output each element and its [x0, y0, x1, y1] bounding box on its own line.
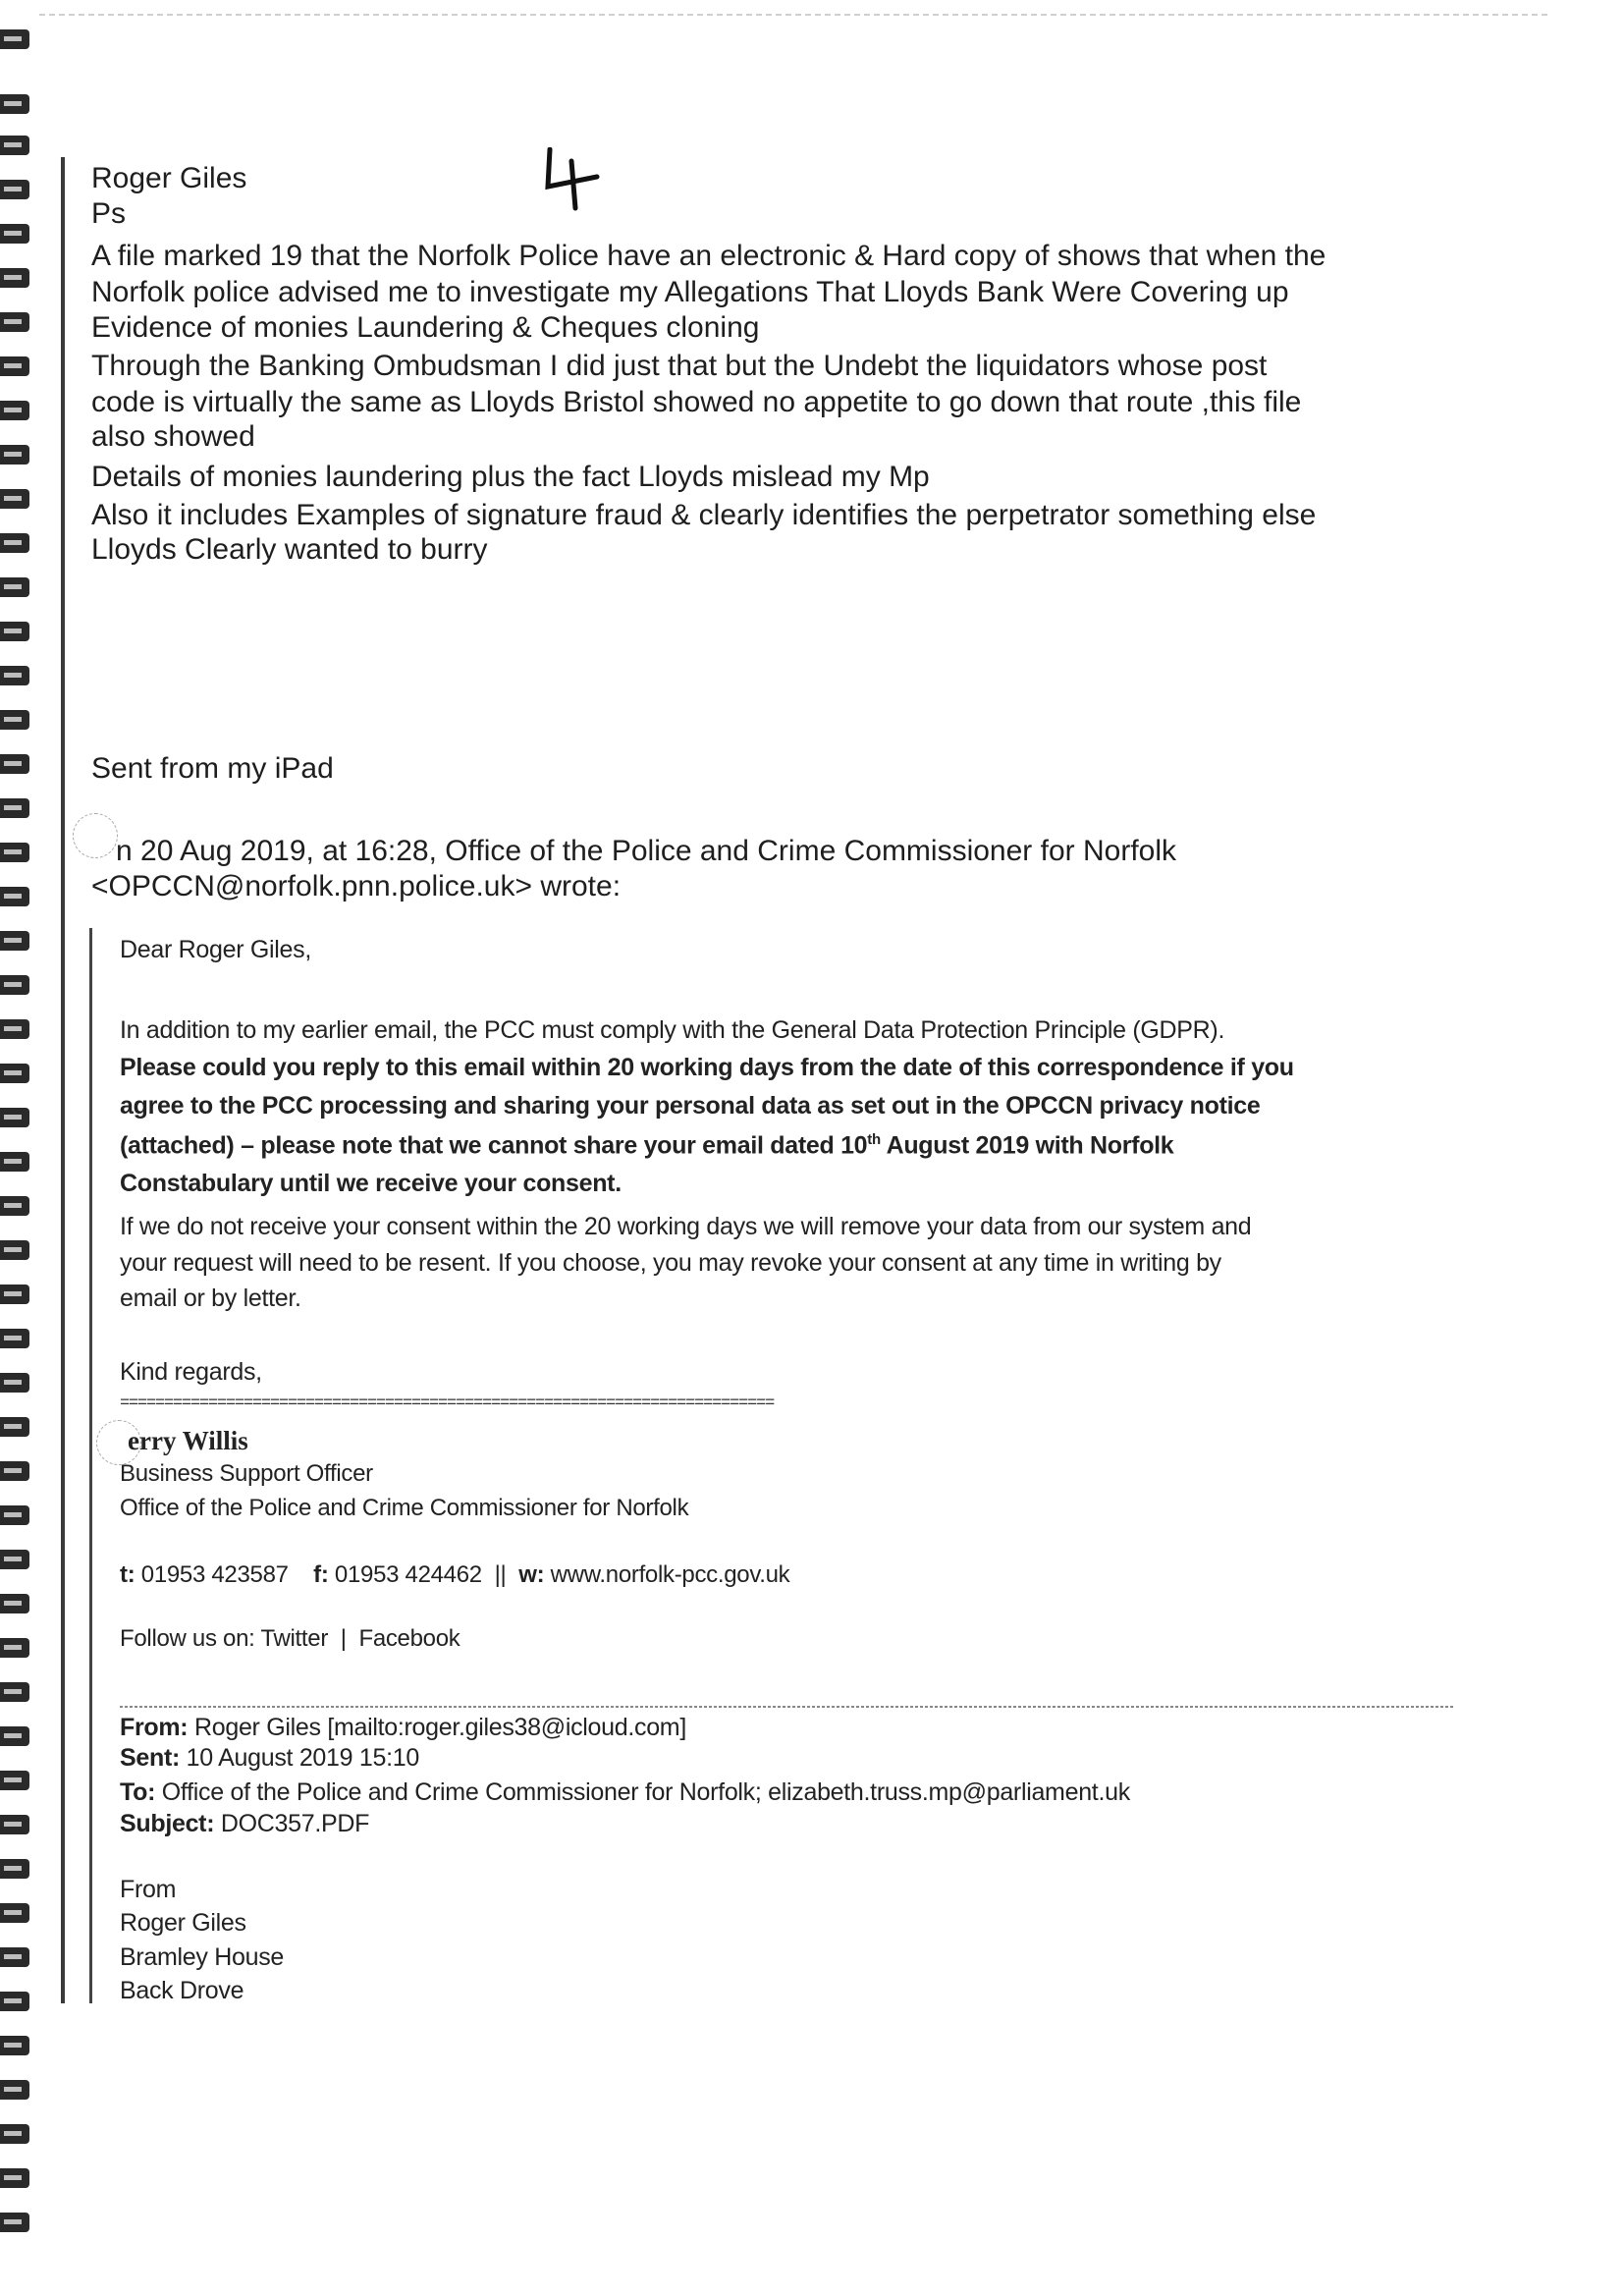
- orig-body-line: From: [120, 1876, 177, 1903]
- reply-line: Evidence of monies Laundering & Cheques cloning: [91, 311, 760, 344]
- orig-to: To: Office of the Police and Crime Commissioner for Norfolk; elizabeth.truss.mp@parliament.uk: [120, 1778, 1130, 1806]
- reply-line: Lloyds Clearly wanted to burry: [91, 533, 488, 566]
- phone-number: 01953 423587: [140, 1561, 289, 1588]
- orig-body-line: Back Drove: [120, 1977, 244, 2004]
- spiral-binding: [0, 0, 39, 2296]
- facebook-link[interactable]: Facebook: [358, 1625, 460, 1652]
- scan-top-edge: [39, 14, 1551, 16]
- reply-line: Through the Banking Ombudsman I did just that but the Undebt the liquidators whose post: [91, 350, 1268, 382]
- quote-header-line2: <OPCCN@norfolk.pnn.police.uk> wrote:: [91, 870, 622, 902]
- twitter-link[interactable]: Twitter: [260, 1625, 329, 1652]
- quote-header-line1: n 20 Aug 2019, at 16:28, Office of the Police and Crime Commissioner for Norfolk: [116, 835, 1176, 867]
- consent-request-line: agree to the PCC processing and sharing your personal data as set out in the OPCCN privacy notice: [120, 1092, 1261, 1120]
- reply-line: Norfolk police advised me to investigate my Allegations That Lloyds Bank Were Covering up: [91, 276, 1289, 308]
- consent-request-line: Constabulary until we receive your consent.: [120, 1170, 622, 1197]
- consent-warning-line: email or by letter.: [120, 1285, 301, 1312]
- orig-sent: Sent: 10 August 2019 15:10: [120, 1744, 419, 1772]
- signature-separator: ==========================================================================: [120, 1394, 775, 1413]
- closing: Kind regards,: [120, 1358, 262, 1386]
- greeting: Dear Roger Giles,: [120, 936, 311, 963]
- from-email[interactable]: Roger Giles [mailto:roger.giles38@icloud.com]: [193, 1714, 686, 1741]
- consent-request-line: (attached) – please note that we cannot share your email dated 10th August 2019 with Norfolk: [120, 1131, 1174, 1160]
- consent-warning-line: If we do not receive your consent within the 20 working days we will remove your data from our system and: [120, 1213, 1252, 1240]
- sender-org: Office of the Police and Crime Commissioner for Norfolk: [120, 1495, 689, 1521]
- consent-request-line: Please could you reply to this email within 20 working days from the date of this correspondence if you: [120, 1054, 1294, 1081]
- reply-line: A file marked 19 that the Norfolk Police have an electronic & Hard copy of shows that when the: [91, 240, 1326, 272]
- sender-title: Business Support Officer: [120, 1460, 373, 1487]
- reply-line: code is virtually the same as Lloyds Bristol showed no appetite to go down that route ,this file: [91, 386, 1302, 418]
- consent-warning-line: your request will need to be resent. If you choose, you may revoke your consent at any time in writing by: [120, 1249, 1221, 1277]
- message-separator: [120, 1706, 1455, 1708]
- orig-from: From: Roger Giles [mailto:roger.giles38@icloud.com]: [120, 1714, 686, 1741]
- reply-line: also showed: [91, 420, 255, 453]
- handwritten-page-number: [540, 147, 609, 221]
- fax-number: 01953 424462: [334, 1561, 482, 1588]
- reply-line: Roger Giles: [91, 162, 247, 194]
- orig-body-line: Bramley House: [120, 1943, 284, 1971]
- sent-from-signature: Sent from my iPad: [91, 752, 334, 785]
- follow-us-line: Follow us on: Twitter | Facebook: [120, 1625, 460, 1652]
- orig-body-line: Roger Giles: [120, 1909, 246, 1937]
- quote-bar-outer: [61, 157, 65, 2003]
- reply-line: Details of monies laundering plus the fact Lloyds mislead my Mp: [91, 461, 930, 493]
- reply-line: Also it includes Examples of signature fraud & clearly identifies the perpetrator something else: [91, 499, 1317, 531]
- website-link[interactable]: www.norfolk-pcc.gov.uk: [550, 1561, 790, 1588]
- quote-bar-inner: [89, 928, 92, 2003]
- sender-name: erry Willis: [128, 1426, 248, 1455]
- reply-line: Ps: [91, 197, 127, 230]
- contact-line: t: 01953 423587 f: 01953 424462 || w: www.norfolk-pcc.gov.uk: [120, 1561, 790, 1588]
- gdpr-paragraph: In addition to my earlier email, the PCC must comply with the General Data Protection Principle (GDPR).: [120, 1016, 1225, 1044]
- punch-hole: [73, 813, 118, 858]
- orig-subject: Subject: DOC357.PDF: [120, 1810, 370, 1837]
